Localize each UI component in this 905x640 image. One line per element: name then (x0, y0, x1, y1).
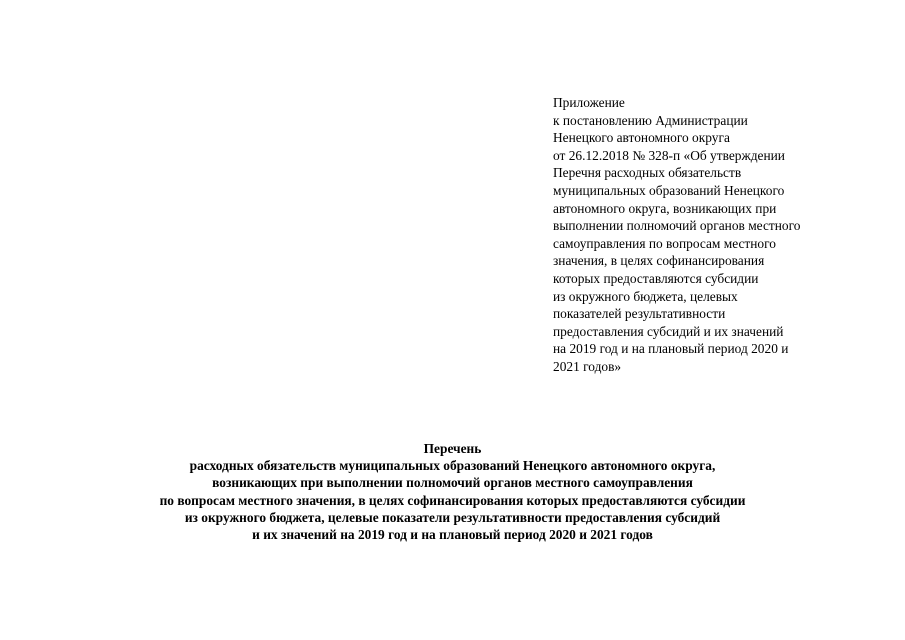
appendix-line: муниципальных образований Ненецкого (553, 182, 785, 198)
appendix-line: выполнении полномочий органов местного (553, 218, 801, 234)
title-heading: Перечень (423, 441, 482, 456)
appendix-line: к постановлению Администрации (553, 112, 748, 128)
appendix-line: которых предоставляются субсидии (553, 270, 759, 286)
document-title (0, 440, 905, 543)
appendix-line: значения, в целях софинансирования (553, 253, 765, 269)
appendix-line: Перечня расходных обязательств (553, 165, 742, 181)
appendix-note (553, 94, 853, 376)
title-line: расходных обязательств муниципальных образований Ненецкого автономного округа, (189, 458, 716, 474)
appendix-line: показателей результативности (553, 306, 726, 322)
title-line: и их значений на 2019 год и на плановый период 2020 и 2021 годов (252, 527, 653, 543)
title-line: из окружного бюджета, целевые показатели результативности предоставления субсидий (184, 509, 721, 525)
title-line: по вопросам местного значения, в целях софинансирования которых предоставляются субсидии (159, 492, 746, 508)
appendix-line: автономного округа, возникающих при (553, 200, 777, 216)
appendix-line: самоуправления по вопросам местного (553, 235, 776, 251)
appendix-line: Приложение (553, 95, 625, 110)
appendix-line: 2021 годов» (553, 358, 622, 374)
appendix-line: Ненецкого автономного округа (553, 130, 730, 146)
appendix-line: из окружного бюджета, целевых (553, 288, 738, 304)
appendix-line: предоставления субсидий и их значений (553, 323, 784, 339)
title-line: возникающих при выполнении полномочий органов местного самоуправления (212, 475, 693, 491)
appendix-line: на 2019 год и на плановый период 2020 и (553, 341, 789, 357)
appendix-line: от 26.12.2018 № 328-п «Об утверждении (553, 147, 785, 163)
